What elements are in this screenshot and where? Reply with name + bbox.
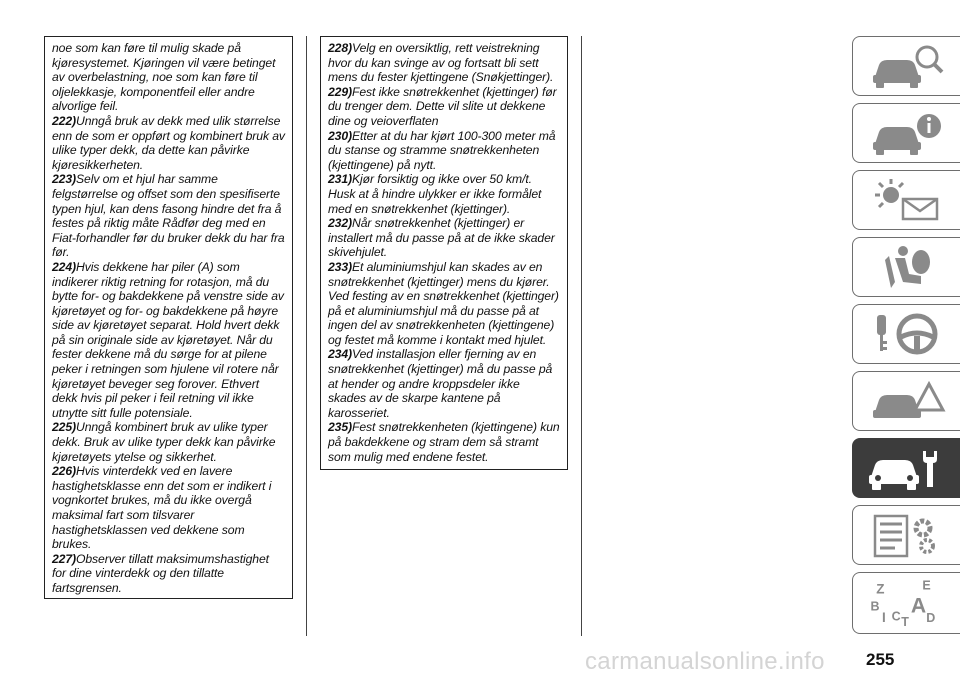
note-text: Etter at du har kjørt 100-300 meter må du stanse og stramme snøtrekkenheten (kjettingene) på nytt. [328, 128, 556, 172]
tab-index[interactable] [852, 572, 960, 634]
note-text: Kjør forsiktig og ikke over 50 km/t. Husk at å hindre ulykker er ikke formålet med en snøtrekkenhet (kjettinger). [328, 172, 542, 216]
car-wrench-icon [865, 443, 949, 493]
index-letter: Z [875, 581, 884, 597]
note-number: 225) [52, 420, 76, 435]
note-number: 229) [328, 84, 352, 99]
index-letter: E [921, 578, 931, 593]
tab-starting-driving[interactable] [852, 304, 960, 364]
note-paragraph [52, 260, 285, 421]
note-number: 226) [52, 464, 76, 479]
tab-safety[interactable] [852, 237, 960, 297]
index-letter: C [891, 609, 901, 624]
note-number: 228) [328, 41, 352, 55]
tab-warning-lights[interactable] [852, 170, 960, 230]
watermark: carmanualsonline.info [585, 648, 825, 675]
note-paragraph [52, 552, 285, 596]
note-text: Velg en oversiktlig, rett veistrekning hvor du kan svinge av og fortsatt bli sett mens du fester kjettingene (Snøkjettinger). [328, 41, 554, 85]
note-text: Selv om et hjul har samme felgstørrelse og offset som den spesifiserte typen hjul, kan dens fasong hindre det fra å festes på riktig måte Rådfør deg med en Fiat-forhandler før du bruker dekk du har fra før. [52, 172, 285, 260]
note-number: 231) [328, 172, 352, 187]
note-number: 235) [328, 420, 352, 435]
note-paragraph [328, 216, 560, 260]
specs-gear-icon [865, 510, 949, 560]
note-paragraph [52, 172, 285, 260]
tab-dashboard[interactable] [852, 36, 960, 96]
note-text: Fest snøtrekkenheten (kjettingene) kun på bakdekkene og stram dem så stramt som mulig med endene festet. [328, 420, 560, 464]
tab-emergency[interactable] [852, 371, 960, 431]
index-letter: I [881, 610, 886, 626]
note-paragraph [328, 260, 560, 348]
note-paragraph [328, 85, 560, 129]
note-paragraph [52, 114, 285, 172]
index-letter: A [910, 594, 926, 618]
note-paragraph [52, 464, 285, 552]
warning-light-message-icon [865, 175, 949, 225]
note-paragraph [328, 129, 560, 173]
key-steering-wheel-icon [865, 309, 949, 359]
note-text: Fest ikke snøtrekkenhet (kjettinger) før du trenger dem. Dette vil slite ut dekkene dine og veioverflaten [328, 84, 557, 128]
note-paragraph [52, 41, 285, 114]
index-letter: B [869, 599, 879, 614]
note-text: Hvis dekkene har piler (A) som indikerer riktig retning for rotasjon, må du bytte for- og bakdekkene på venstre side av kjøretøyet og for- og bakdekkene på høyre side av kjøretøyet separat. Hold hvert dekk på sin originale side av kjøretøyet. Når du fester dekkene må du sørge for at pilene peker i retningen som hjulene vil rotere når kjøretøyet beveger seg forover. Ethvert dekk hvis pil peker i feil retning vil ikke utnytte sitt fulle potensiale. [52, 259, 284, 420]
note-text: Observer tillatt maksimumshastighet for dine vinterdekk og den tillatte fartsgrensen. [52, 551, 269, 595]
note-paragraph [52, 420, 285, 464]
note-text: Unngå bruk av dekk med ulik størrelse enn de som er oppført og kombinert bruk av ulike typer dekk, da dette kan påvirke kjøresikkerheten. [52, 113, 285, 172]
note-text: Ved installasjon eller fjerning av en snøtrekkenhet (kjettinger) må du passe på at hender og andre kroppsdeler ikke skades av de skarpe kantene på karosseriet. [328, 347, 553, 420]
column-divider-left [306, 36, 307, 636]
note-paragraph [328, 347, 560, 420]
page-number: 255 [866, 650, 895, 669]
note-paragraph [328, 41, 560, 85]
note-number: 233) [328, 259, 352, 274]
left-text-column [44, 36, 293, 599]
car-warning-triangle-icon [865, 376, 949, 426]
note-text: Hvis vinterdekk ved en lavere hastighetsklasse enn det som er indikert i vognkortet brukes, må du ikke overgå maksimal fart som tilsvarer hastighetsklassen ved dekkene som brukes. [52, 464, 272, 552]
car-info-icon [865, 108, 949, 158]
index-letter: D [925, 611, 935, 626]
note-paragraph [328, 172, 560, 216]
note-number: 230) [328, 128, 352, 143]
note-paragraph [328, 420, 560, 464]
note-number: 223) [52, 172, 76, 187]
index-letter: T [900, 615, 909, 628]
note-text: Et aluminiumshjul kan skades av en snøtrekkenhet (kjettinger) mens du kjører. Ved festing av en snøtrekkenhet (kjettinger) på et aluminiumshjul må du passe på at ingen del av snøtrekkenheten (kjettingene) og festet må komme i kontakt med hjulet. [328, 259, 559, 347]
note-number: 232) [328, 216, 352, 231]
tab-know-your-car[interactable] [852, 103, 960, 163]
note-text: noe som kan føre til mulig skade på kjøresystemet. Kjøringen vil være betinget av overbelastning, noe som kan føre til oljelekkasje, komponentfeil eller andre alvorlige feil. [52, 41, 276, 114]
column-divider-right [581, 36, 582, 636]
middle-text-column [320, 36, 568, 470]
seat-airbag-icon [865, 242, 949, 292]
car-search-icon [865, 41, 949, 91]
note-number: 224) [52, 259, 76, 274]
alphabetical-index-icon [865, 578, 949, 628]
note-text: Unngå kombinert bruk av ulike typer dekk. Bruk av ulike typer dekk kan påvirke kjøretøyets ytelse og sikkerhet. [52, 420, 276, 464]
note-number: 222) [52, 113, 76, 128]
note-number: 227) [52, 551, 76, 566]
note-text: Når snøtrekkenhet (kjettinger) er installert må du passe på at de ikke skader skivehjulet. [328, 216, 555, 260]
tab-servicing-care[interactable] [852, 438, 960, 498]
tab-technical-specifications[interactable] [852, 505, 960, 565]
note-number: 234) [328, 347, 352, 362]
